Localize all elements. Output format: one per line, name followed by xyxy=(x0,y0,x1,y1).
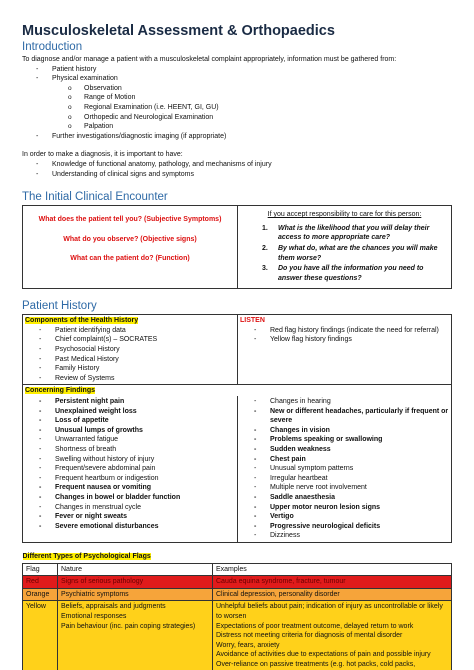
list-item: - Yellow flag history findings xyxy=(240,335,449,345)
concerning-finding: - Chest pain xyxy=(240,455,449,465)
list-item: - Review of Systems xyxy=(25,374,235,384)
list-item: - Physical examination xyxy=(22,74,452,84)
concerning-finding: - Saddle anaesthesia xyxy=(240,493,449,503)
flags-label: Different Types of Psychological Flags xyxy=(22,552,151,560)
concerning-finding: - Progressive neurological deficits xyxy=(240,522,449,532)
concerning-finding: - Unusual symptom patterns xyxy=(240,464,449,474)
flag-examples xyxy=(213,601,452,670)
concerning-finding: - Unwarranted fatigue xyxy=(25,435,235,445)
example-item: Expectations of poor treatment outcome, delayed return to work xyxy=(216,622,414,630)
yellow-flag-row xyxy=(23,601,452,670)
flag-name: Yellow xyxy=(23,601,58,670)
history-heading: Patient History xyxy=(22,300,97,313)
flag-nature: Signs of serious pathology xyxy=(58,576,213,589)
components-list xyxy=(25,326,235,384)
list-item: - Chief complaint(s) – SOCRATES xyxy=(25,335,235,345)
concerning-finding: - Frequent nausea or vomiting xyxy=(25,483,235,493)
list-item: - Past Medical History xyxy=(25,355,235,365)
intro-heading: Introduction xyxy=(22,41,83,53)
concerning-finding: - Unexplained weight loss xyxy=(25,407,235,417)
page-title: Musculoskeletal Assessment & Orthopaedics xyxy=(22,23,335,39)
encounter-question: What can the patient do? (Function) xyxy=(70,255,190,263)
encounter-questions-cell xyxy=(23,206,238,289)
list-item: - Red flag history findings (indicate the need for referral) xyxy=(240,326,449,336)
encounter-question: What does the patient tell you? (Subjective Symptoms) xyxy=(38,216,222,224)
concerning-finding: - Dizziness xyxy=(240,531,449,541)
concerning-finding: - Frequent heartburn or indigestion xyxy=(25,474,235,484)
concerning-finding: - Problems speaking or swallowing xyxy=(240,435,449,445)
list-item: - Knowledge of functional anatomy, pathology, and mechanisms of injury xyxy=(22,160,452,170)
nature-item: Beliefs, appraisals and judgments xyxy=(61,603,166,611)
flag-nature: Psychiatric symptoms xyxy=(58,588,213,601)
examples-header: Examples xyxy=(213,563,452,576)
flag-header: Flag xyxy=(23,563,58,576)
flag-examples: Clinical depression, personality disorder xyxy=(213,588,452,601)
exam-sublist xyxy=(22,84,452,132)
flag-examples: Cauda equina syndrome, fracture, tumour xyxy=(213,576,452,589)
nature-item: Pain behaviour (inc. pain coping strategies) xyxy=(61,622,196,630)
concerning-finding: - Changes in menstrual cycle xyxy=(25,503,235,513)
example-item: Over-reliance on passive treatments (e.g. hot packs, cold packs, xyxy=(216,660,416,668)
concerning-finding: - Unusual lumps of growths xyxy=(25,426,235,436)
list-item: - Understanding of clinical signs and symptoms xyxy=(22,170,452,180)
concerning-finding: - Irregular heartbeat xyxy=(240,474,449,484)
concerning-finding: - Changes in vision xyxy=(240,426,449,436)
flags-label-cell xyxy=(23,552,452,563)
concerning-finding: - Sudden weakness xyxy=(240,445,449,455)
red-flag-row xyxy=(23,576,452,589)
list-item: 3. Do you have all the information you need to answer these questions? xyxy=(262,265,424,282)
list-item: o Observation xyxy=(22,84,452,94)
concerning-finding: - Changes in hearing xyxy=(240,397,449,407)
concerning-finding: - Upper motor neuron lesion signs xyxy=(240,503,449,513)
nature-item: Emotional responses xyxy=(61,612,127,620)
example-item: Avoidance of activities due to expectations of pain and possible injury xyxy=(216,651,431,659)
concerning-finding: - Loss of appetite xyxy=(25,416,235,426)
concerning-header-cell xyxy=(23,385,452,396)
listen-cell xyxy=(238,315,452,385)
concerning-finding: - Swelling without history of injury xyxy=(25,455,235,465)
nature-header: Nature xyxy=(58,563,213,576)
concerning-finding: - Frequent/severe abdominal pain xyxy=(25,464,235,474)
concerning-finding: - Multiple nerve root involvement xyxy=(240,483,449,493)
encounter-heading: The Initial Clinical Encounter xyxy=(22,191,168,204)
responsibility-cell xyxy=(238,206,452,289)
example-item: Worry, fears, anxiety xyxy=(216,641,280,649)
flags-table xyxy=(22,552,452,670)
list-item: - Patient history xyxy=(22,65,452,75)
encounter-question: What do you observe? (Objective signs) xyxy=(63,235,197,243)
diagnosis-lead: In order to make a diagnosis, it is important to have: xyxy=(22,151,183,159)
intro-list-end xyxy=(22,132,452,142)
list-item: 1. What is the likelihood that you will delay their access to more appropriate care? xyxy=(262,224,430,242)
intro-list xyxy=(22,65,452,84)
concerning-left-list xyxy=(25,397,235,531)
concerning-label: Concerning Findings xyxy=(25,387,95,395)
list-item: - Family History xyxy=(25,364,235,374)
list-item: - Psychosocial History xyxy=(25,345,235,355)
list-item: o Regional Examination (i.e. HEENT, GI, GU) xyxy=(22,103,452,113)
list-item: - Further investigations/diagnostic imaging (if appropriate) xyxy=(22,132,452,142)
intro-lead: To diagnose and/or manage a patient with a musculoskeletal complaint appropriately, information must be gathered from: xyxy=(22,56,397,63)
concerning-finding: - Persistent night pain xyxy=(25,397,235,407)
flag-name: Orange xyxy=(23,588,58,601)
components-cell xyxy=(23,315,238,385)
list-item: o Orthopedic and Neurological Examination xyxy=(22,113,452,123)
responsibility-list xyxy=(242,224,447,284)
components-label: Components of the Health History xyxy=(25,317,139,325)
concerning-finding: - Fever or night sweats xyxy=(25,512,235,522)
concerning-finding: - Shortness of breath xyxy=(25,445,235,455)
listen-list xyxy=(240,326,449,345)
concerning-finding: - Changes in bowel or bladder function xyxy=(25,493,235,503)
list-item: o Palpation xyxy=(22,122,452,132)
flag-name: Red xyxy=(23,576,58,589)
concerning-finding: - Severe emotional disturbances xyxy=(25,522,235,532)
list-item: o Range of Motion xyxy=(22,93,452,103)
example-item: Unhelpful beliefs about pain; indication of injury as uncontrollable or likely to worsen xyxy=(216,603,443,620)
encounter-table xyxy=(22,205,452,289)
list-item: - Patient identifying data xyxy=(25,326,235,336)
concerning-right-cell xyxy=(238,396,452,542)
example-item: Distress not meeting criteria for diagnosis of mental disorder xyxy=(216,632,403,640)
concerning-finding: - New or different headaches, particularly if frequent or severe xyxy=(240,407,449,426)
diagnosis-list xyxy=(22,160,452,179)
orange-flag-row xyxy=(23,588,452,601)
responsibility-header: If you accept responsibility to care for this person: xyxy=(267,211,422,219)
history-table xyxy=(22,314,452,543)
concerning-right-list xyxy=(240,397,449,541)
concerning-finding: - Vertigo xyxy=(240,512,449,522)
list-item: 2. By what do, what are the chances you will make them worse? xyxy=(262,244,438,262)
listen-label: LISTEN xyxy=(240,317,265,325)
concerning-left-cell xyxy=(23,396,238,542)
flag-nature xyxy=(58,601,213,670)
